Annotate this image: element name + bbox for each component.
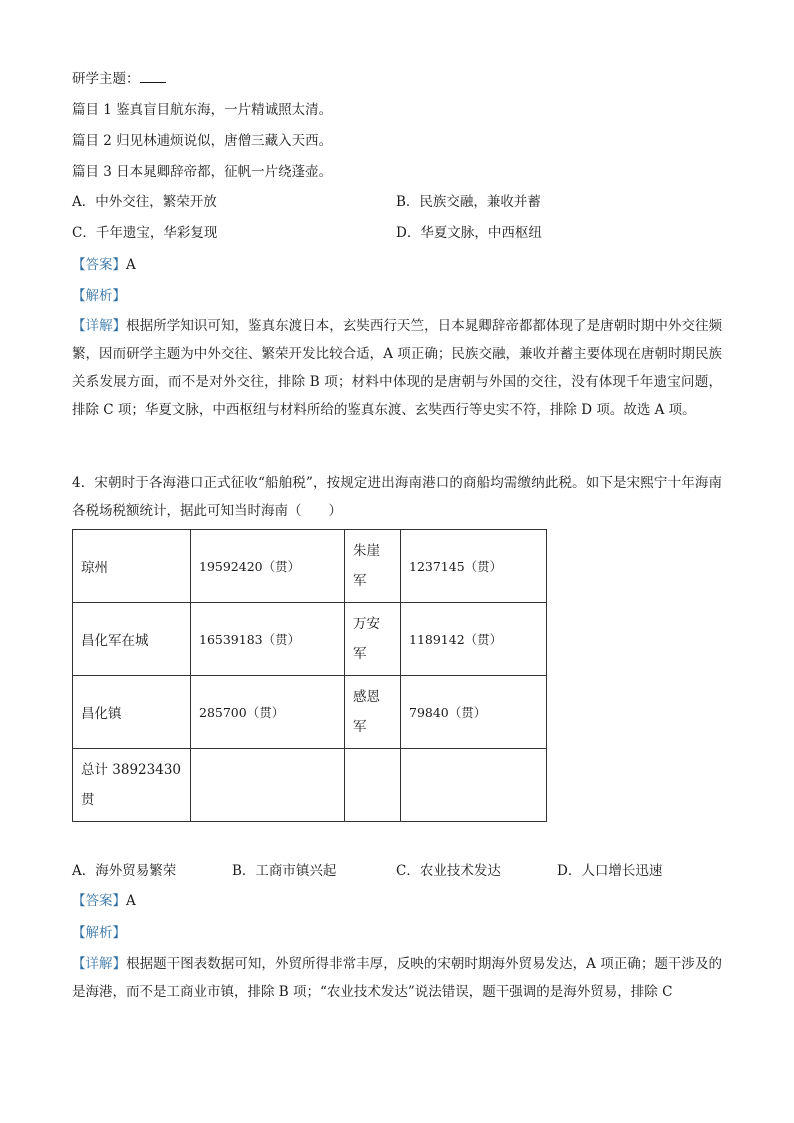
table-cell: 285700（贯） <box>191 676 345 749</box>
analysis-tag: 【解析】 <box>72 288 126 304</box>
table-cell: 感恩军 <box>345 676 401 749</box>
table-cell: 昌化镇 <box>73 676 191 749</box>
q4-analysis <box>72 923 126 943</box>
table-cell: 万安军 <box>345 603 401 676</box>
detail-text: 根据所学知识可知，鉴真东渡日本，玄奘西行天竺，日本晁卿辞帝都都体现了是唐朝时期中外交往频繁，因而研学主题为中外交往、繁荣开发比较合适，A 项正确；民族交融，兼收并蓄主要体现在唐朝时期民族关系发展方面，而不是对外交往，排除 B 项；材料中体现的是唐朝与外国的交往，没有体现千年遗宝问题，排除 C 项；华夏文脉，中西枢纽与材料所给的鉴真东渡、玄奘西行等史实不符，排除 D 项。故选 A 项。 <box>72 318 723 418</box>
table-cell <box>401 749 547 822</box>
detail-text: 根据题干图表数据可知，外贸所得非常丰厚，反映的宋朝时期海外贸易发达，A 项正确；题干涉及的是海港，而不是工商业市镇，排除 B 项；“农业技术发达”说法错误，题干强调的是海外贸易，排除 C <box>72 956 722 1000</box>
table-cell: 1189142（贯） <box>401 603 547 676</box>
table-cell: 琼州 <box>73 530 191 603</box>
answer-value: A <box>126 893 136 909</box>
tax-table <box>72 529 547 822</box>
table-row <box>73 530 547 603</box>
q4-answer <box>72 891 136 911</box>
q4-option-a: A．海外贸易繁荣 <box>72 863 177 879</box>
q4-detail <box>72 950 722 1006</box>
answer-tag: 【答案】 <box>72 257 126 273</box>
table-cell: 朱崖军 <box>345 530 401 603</box>
topic-line <box>72 68 166 89</box>
analysis-tag: 【解析】 <box>72 925 126 941</box>
answer-tag: 【答案】 <box>72 893 126 909</box>
q3-option-a: A．中外交往，繁荣开放 <box>72 194 217 210</box>
article-1: 篇目 1 鉴真盲目航东海，一片精诚照太清。 <box>72 102 333 118</box>
table-row <box>73 676 547 749</box>
table-cell: 16539183（贯） <box>191 603 345 676</box>
table-cell <box>345 749 401 822</box>
detail-tag: 【详解】 <box>72 956 127 972</box>
q4-stem: 4．宋朝时于各海港口正式征收“船舶税”，按规定进出海南港口的商船均需缴纳此税。如下是宋熙宁十年海南各税场税额统计，据此可知当时海南（ ） <box>72 475 722 519</box>
q4-option-b: B．工商市镇兴起 <box>232 863 337 879</box>
table-row <box>73 603 547 676</box>
table-cell: 昌化军在城 <box>73 603 191 676</box>
table-cell <box>191 749 345 822</box>
table-cell: 1237145（贯） <box>401 530 547 603</box>
table-cell: 79840（贯） <box>401 676 547 749</box>
answer-value: A <box>126 257 136 273</box>
q3-answer <box>72 255 136 275</box>
article-3: 篇目 3 日本晁卿辞帝都，征帆一片绕蓬壶。 <box>72 164 333 180</box>
q4-option-d: D．人口增长迅速 <box>557 863 663 879</box>
detail-tag: 【详解】 <box>72 318 127 334</box>
q4-option-c: C．农业技术发达 <box>396 863 501 879</box>
topic-label: 研学主题： <box>72 71 140 87</box>
q3-option-b: B．民族交融，兼收并蓄 <box>396 194 541 210</box>
table-cell: 总计 38923430 贯 <box>73 749 191 822</box>
table-cell: 19592420（贯） <box>191 530 345 603</box>
q3-option-d: D．华夏文脉，中西枢纽 <box>396 225 542 241</box>
table-row <box>73 749 547 822</box>
q3-option-c: C．千年遗宝，华彩复现 <box>72 225 218 241</box>
q3-detail <box>72 312 722 424</box>
article-2: 篇目 2 归见林逋烦说似，唐僧三藏入天西。 <box>72 133 333 149</box>
topic-blank <box>140 68 166 83</box>
q3-analysis <box>72 286 126 306</box>
